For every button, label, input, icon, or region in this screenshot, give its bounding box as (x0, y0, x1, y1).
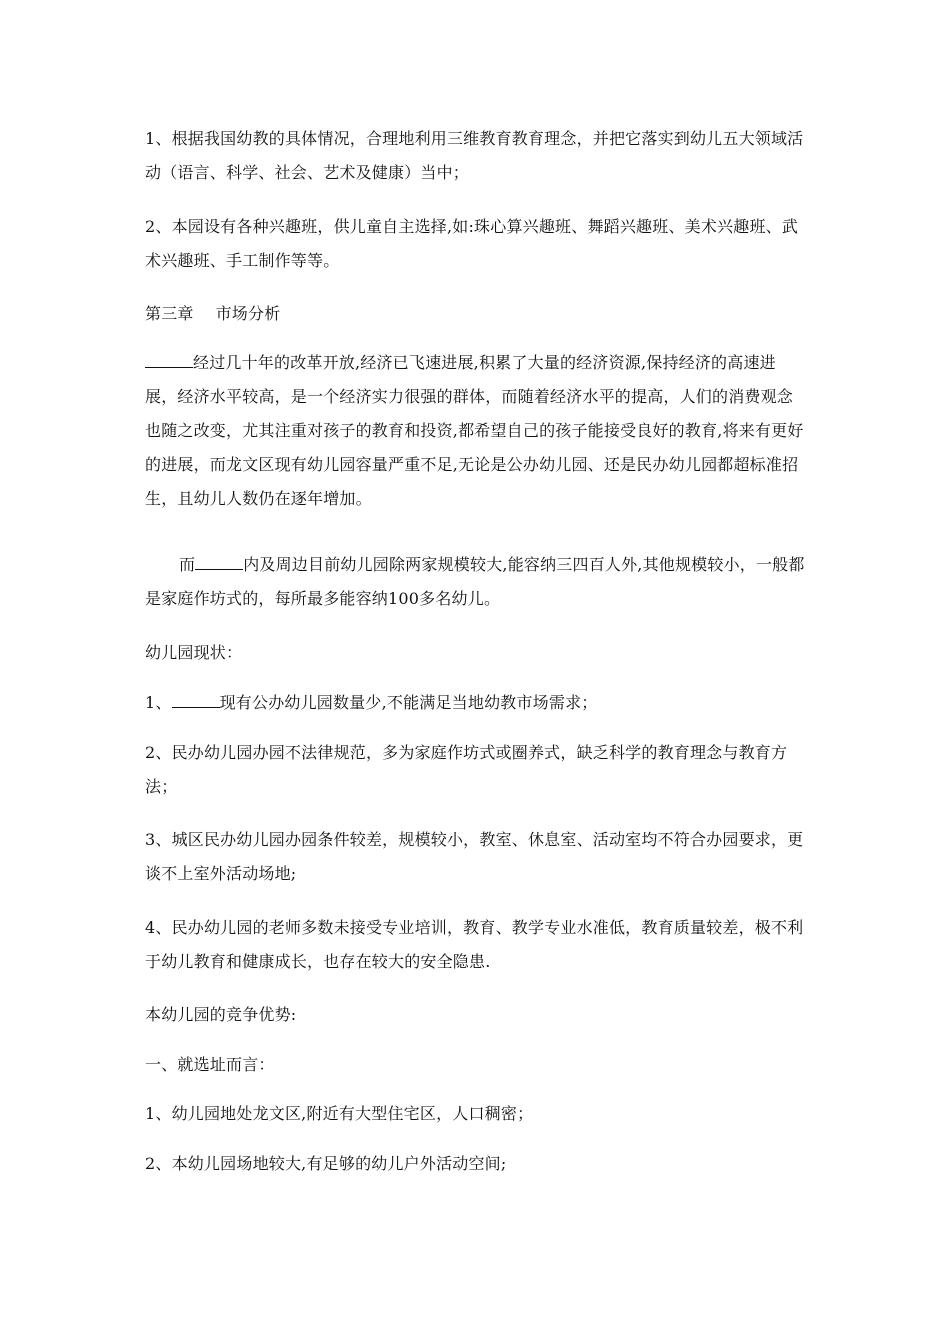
list-prefix: 1、 (145, 693, 172, 712)
paragraph-text: 2、民办幼儿园办园不法律规范，多为家庭作坊式或圈养式，缺乏科学的教育理念与教育方法； (145, 743, 788, 796)
paragraph-text: 3、城区民办幼儿园办园条件较差，规模较小，教室、休息室、活动室均不符合办园要求，更谈不上室外活动场地; (145, 830, 804, 883)
chapter-heading (145, 297, 807, 331)
chapter-title: 市场分析 (215, 304, 281, 323)
paragraph-text: 1、根据我国幼教的具体情况，合理地利用三维教育教育理念，并把它落实到幼儿五大领域活动（语言、科学、社会、艺术及健康）当中； (145, 129, 804, 182)
paragraph-text: 幼儿园现状： (145, 643, 243, 662)
list-item-status-2 (145, 736, 807, 804)
paragraph-text: 内及周边目前幼儿园除两家规模较大,能容纳三四百人外,其他规模较小，一般都是家庭作坊式的，每所最多能容纳100多名幼儿。 (145, 555, 805, 608)
blank-underline (195, 554, 243, 570)
paragraph-text: 1、幼儿园地处龙文区,附近有大型住宅区，人口稠密； (145, 1104, 534, 1123)
paragraph-text: 2、本幼儿园场地较大,有足够的幼儿户外活动空间; (145, 1154, 507, 1173)
list-item-status-1 (145, 686, 807, 720)
list-item-status-3 (145, 823, 807, 891)
paragraph-prefix: 而 (179, 555, 196, 574)
paragraph-interest-classes (145, 210, 807, 278)
paragraph-text: 本幼儿园的竞争优势: (145, 1005, 297, 1024)
subsection-heading-location (145, 1048, 807, 1082)
section-heading-status (145, 636, 807, 670)
paragraph-text: 一、就选址而言： (145, 1055, 275, 1074)
paragraph-text: 现有公办幼儿园数量少,不能满足当地幼教市场需求； (219, 693, 598, 712)
paragraph-text: 经过几十年的改革开放,经济已飞速进展,积累了大量的经济资源,保持经济的高速进展，经济水平较高，是一个经济实力很强的群体，而随着经济水平的提高，人们的消费观念也随之改变，尤其注重对孩子的教育和投资,都希望自己的孩子能接受良好的教育,将来有更好的进展，而龙文区现有幼儿园容量严重不足,无论是公办幼儿园、还是民办幼儿园都超标准招生，且幼儿人数仍在逐年增加。 (145, 353, 804, 508)
list-item-location-1 (145, 1097, 807, 1131)
paragraph-curriculum (145, 122, 807, 190)
paragraph-text: 4、民办幼儿园的老师多数未接受专业培训，教育、教学专业水准低，教育质量较差，极不利于幼儿教育和健康成长，也存在较大的安全隐患. (145, 918, 804, 971)
paragraph-local-kindergartens (145, 548, 807, 616)
list-item-status-4 (145, 911, 807, 979)
list-item-location-2 (145, 1147, 807, 1181)
blank-underline (145, 352, 193, 368)
blank-underline (172, 692, 220, 708)
paragraph-market-overview (145, 346, 807, 516)
section-heading-advantages (145, 998, 807, 1032)
chapter-label: 第三章 (145, 304, 194, 323)
paragraph-text: 2、本园设有各种兴趣班，供儿童自主选择,如:珠心算兴趣班、舞蹈兴趣班、美术兴趣班、武术兴趣班、手工制作等等。 (145, 217, 799, 270)
